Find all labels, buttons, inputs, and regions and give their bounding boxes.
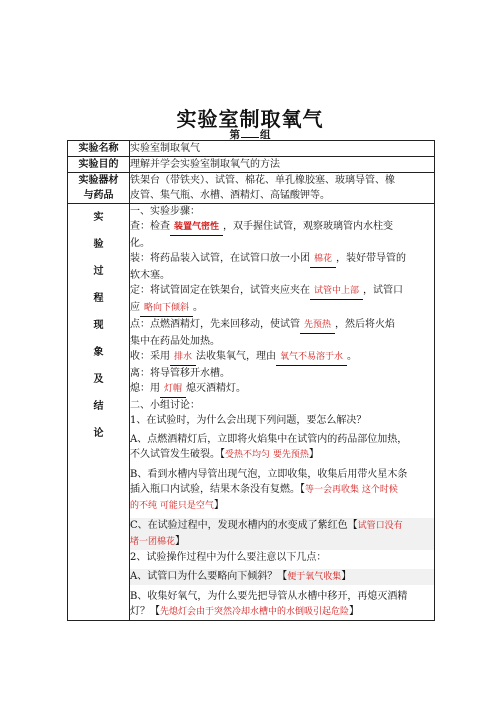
step-load: 装：将药品装入试管，在试管口放一小团 棉花 ，装好带导管的 — [130, 251, 434, 268]
procedure-content: 一、实验步骤： 查：检查 装置气密性 ，双手握住试管，观察玻璃管内水柱变 化。 装：将药品装入试管，在试管口放一小团 棉花 ，装好带导管的 软木塞。 定：将试管固定在铁架台，试管夹应夹在 试管中上部 ，试管口 应 略向下倾斜 。 点：点燃酒精灯，先来回移动，使试管 先预热 ，然后将火焰 集中在药品处加热。 收：采用 排水 法收集氧气，理由 氧气不易溶于水 。 离：将导管移开水槽。 熄：用 灯帽 熄灭酒精灯。 二、小组讨论： 1、在试验时，为什么会出现下列问题，要怎么解决？ A、点燃酒精灯后，立即将火焰集中在试管内的药品部位加热， 不久试管发生破裂。【受热不均匀 要先预热】 B、看到水槽内导管出现气泡，立即收集，收集后用带火星木条 插入瓶口内试验，结果木条没有复燃。【等一会再收集 这个时候 的不纯 可能只是空气】 C、在试验过程中，发现水槽内的水变成了紫红色【试管口没有 堵一团棉花】 2、试验操作过程中为什么要注意以下几点： A、试管口为什么要略向下倾斜？【便于氧气收集】 B、收集好氧气，为什么要先把导管从水槽中移开，再熄灭酒精 灯？【先熄灯会由于突然冷却水槽中的水倒吸引起危险】 — [130, 204, 435, 621]
question-2: 2、试验操作过程中为什么要注意以下几点： — [130, 552, 327, 563]
row-experiment-purpose — [68, 157, 435, 173]
answer-2b: 先熄灯会由于突然冷却水槽中的水倒吸引起危险 — [160, 607, 350, 617]
fill-cotton[interactable]: 棉花 — [310, 252, 336, 268]
steps-heading: 一、实验步骤： — [130, 206, 200, 217]
fill-preheat[interactable]: 先预热 — [300, 318, 335, 334]
label-procedure-vertical: 实 验 过 程 现 象 及 结 论 — [68, 204, 130, 621]
question-2b: B、收集好氧气，为什么要先把导管从水槽中移开，再熄灭酒精 — [130, 591, 408, 602]
fill-drainage[interactable]: 排水 — [170, 350, 196, 366]
value-experiment-purpose: 理解并学会实验室制取氧气的方法 — [130, 157, 435, 173]
question-1a: A、点燃酒精灯后，立即将火焰集中在试管内的药品部位加热， — [130, 434, 408, 445]
step-extinguish: 熄：用 灯帽 熄灭酒精灯。 — [130, 381, 434, 398]
step-heat: 点：点燃酒精灯，先来回移动，使试管 先预热 ，然后将火焰 — [130, 317, 434, 334]
label-materials: 实验器材 与药品 — [68, 173, 130, 204]
answer-2a: 便于氧气收集 — [287, 572, 342, 582]
question-1b: B、看到水槽内导管出现气泡，立即收集，收集后用带火星木条 — [130, 469, 408, 480]
step-check: 查：检查 装置气密性 ，双手握住试管，观察玻璃管内水柱变 — [130, 219, 434, 236]
answer-1a: 受热不均匀 要先预热 — [225, 450, 309, 460]
answer-1b: 等一会再收集 这个时候 — [305, 485, 398, 495]
question-1c: C、在试验过程中，发现水槽内的水变成了紫红色【试管口没有 — [130, 520, 403, 531]
experiment-sheet — [67, 140, 435, 621]
fill-airtightness[interactable]: 装置气密性 — [170, 220, 223, 236]
question-1c-block: C、在试验过程中，发现水槽内的水变成了紫红色【试管口没有 堵一团棉花】 — [130, 518, 434, 550]
answer-1c: 试管口没有 — [357, 521, 403, 531]
row-procedure — [68, 204, 435, 621]
label-experiment-name: 实验名称 — [68, 141, 130, 157]
question-2a-block — [130, 569, 434, 585]
group-suffix: 组 — [260, 129, 271, 141]
label-experiment-purpose: 实验目的 — [68, 157, 130, 173]
fill-reason[interactable]: 氧气不易溶于水 — [276, 350, 347, 366]
value-experiment-name: 实验室制取氧气 — [130, 141, 435, 157]
fill-clamp-position[interactable]: 试管中上部 — [310, 284, 363, 300]
question-1: 1、在试验时，为什么会出现下列问题，要怎么解决？ — [130, 415, 367, 426]
question-2a: A、试管口为什么要略向下倾斜？【便于氧气收集】 — [130, 571, 352, 582]
group-blank[interactable] — [241, 128, 259, 138]
step-fix: 定：将试管固定在铁架台，试管夹应夹在 试管中上部 ，试管口 — [130, 283, 434, 300]
discussion-heading: 二、小组讨论： — [130, 400, 200, 411]
row-experiment-name — [68, 141, 435, 157]
group-prefix: 第 — [229, 129, 240, 141]
value-materials: 铁架台（带铁夹）、试管、棉花、单孔橡胶塞、玻璃导管、橡 皮管、集气瓶、水槽、酒精灯、高锰酸钾等。 — [130, 173, 435, 204]
step-remove: 离：将导管移开水槽。 — [130, 368, 230, 379]
row-materials — [68, 173, 435, 204]
fill-tilt[interactable]: 略向下倾斜 — [140, 301, 193, 317]
step-collect: 收：采用 排水 法收集氧气，理由 氧气不易溶于水 。 — [130, 349, 434, 366]
fill-lamp-cap[interactable]: 灯帽 — [160, 382, 186, 398]
page-title: 实验室制取氧气 — [176, 107, 324, 131]
